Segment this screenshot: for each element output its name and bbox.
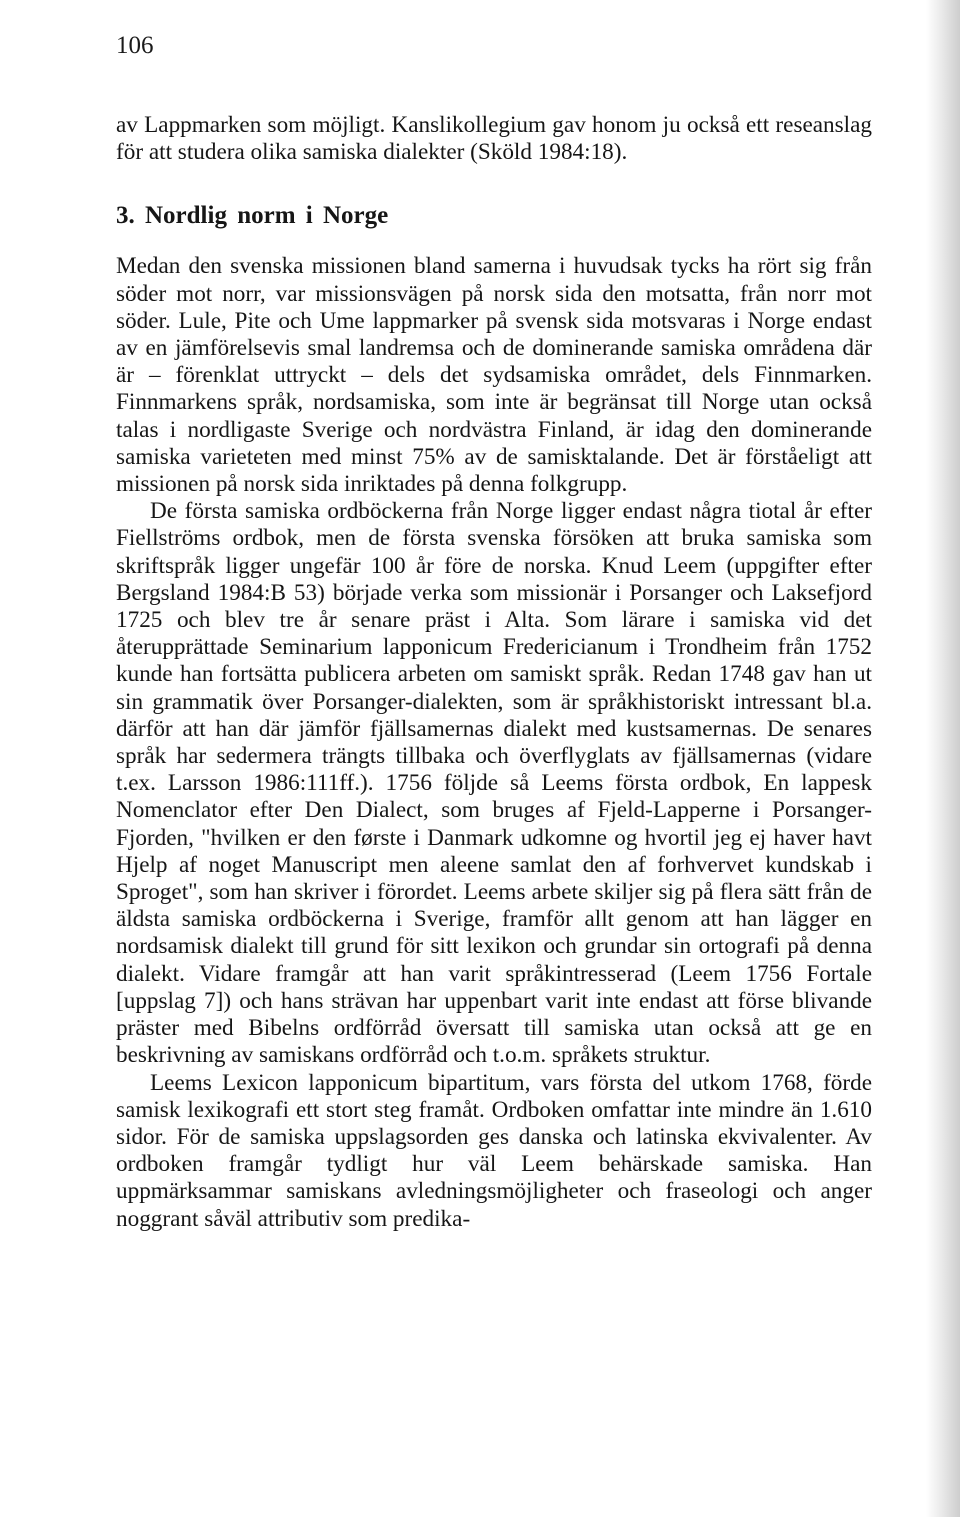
paragraph-2: De första samiska ordböckerna från Norge ligger endast några tiotal år efter Fiellströms ordbok, men de första svenska försöken att bruka samiska som skriftspråk ligger ungefär 100 år före de norska. Knud Leem (uppgifter efter Bergsland 1984:B 53) började verka som missionär i Porsanger och Laksefjord 1725 och blev tre år senare präst i Alta. Som lärare i samiska vid det återupprättade Seminarium lapponicum Fredericianum i Trondheim från 1752 kunde han fortsätta publicera arbeten om samiskt språk. Redan 1748 gav han ut sin grammatik över Porsanger-dialekten, som är språkhistoriskt intressant bl.a. därför att han där jämför fjällsamernas dialekt med kustsamernas. De senares språk har sedermera trängts tillbaka och överflyglats av fjällsamernas (vidare t.ex. Larsson 1986:111ff.). 1756 följde så Leems första ordbok, En lappesk Nomenclator efter Den Dialect, som bruges af Fjeld-Lapperne i Porsanger-Fjorden, "hvilken er den første i Danmark udkomne og hvortil jeg ej haver havt Hjelp af noget Manuscript men aleene samlat den af forhvervet kundskab i Sproget", som han skriver i förordet. Leems arbete skiljer sig på flera sätt från de äldsta samiska ordböckerna i Sverige, framför allt genom att han lägger en nordsamisk dialekt till grund för sitt lexikon och grundar sin ortografi på denna dialekt. Vidare framgår att han varit språkintresserad (Leem 1756 Fortale [uppslag 7]) och hans strävan har uppenbart varit inte endast att förse blivande präster med Bibelns ordförråd översatt till samiska utan också att ge en beskrivning av samiskans ordförråd och t.o.m. språkets struktur.: [116, 498, 872, 1069]
spacer: [116, 166, 872, 201]
spacer: [116, 231, 872, 253]
paragraph-3: Leems Lexicon lapponicum bipartitum, vars första del utkom 1768, förde samisk lexikografi ett stort steg framåt. Ordboken omfattar inte mindre än 1.610 sidor. För de samiska uppslagsorden ges danska och latinska ekvivalenter. Av ordboken framgår tydligt hur väl Leem behärskade samiska. Han uppmärksammar samiskans avledningsmöjligheter och fraseologi och anger noggrant såväl attributiv som predika-: [116, 1069, 872, 1232]
section-heading: 3. Nordlig norm i Norge: [116, 202, 389, 230]
paragraph-1: Medan den svenska missionen bland samerna i huvudsak tycks ha rört sig från söder mot norr, var missionsvägen på norsk sida den motsatta, från norr mot söder. Lule, Pite och Ume lappmarker på svensk sida motsvaras i Norge endast av en jämförelsevis smal landremsa och de dominerande samiska områdena där är – förenklat uttryckt – dels det sydsamiska området, dels Finnmarken. Finnmarkens språk, nordsamiska, som inte är begränsat till Norge utan också talas i nordligaste Sverige och nordvästra Finland, är idag den dominerande samiska varieteten med minst 75% av de samisktalande. Det är förståeligt att missionen på norsk sida inriktades på denna folkgrupp.: [116, 253, 872, 498]
intro-paragraph: av Lappmarken som möjligt. Kanslikollegium gav honom ju också ett reseanslag för att studera olika samiska dialekter (Sköld 1984:18).: [116, 112, 872, 166]
page-number: 106: [116, 32, 154, 59]
page-edge-shadow: [926, 0, 960, 1517]
body-text: [116, 112, 872, 1233]
